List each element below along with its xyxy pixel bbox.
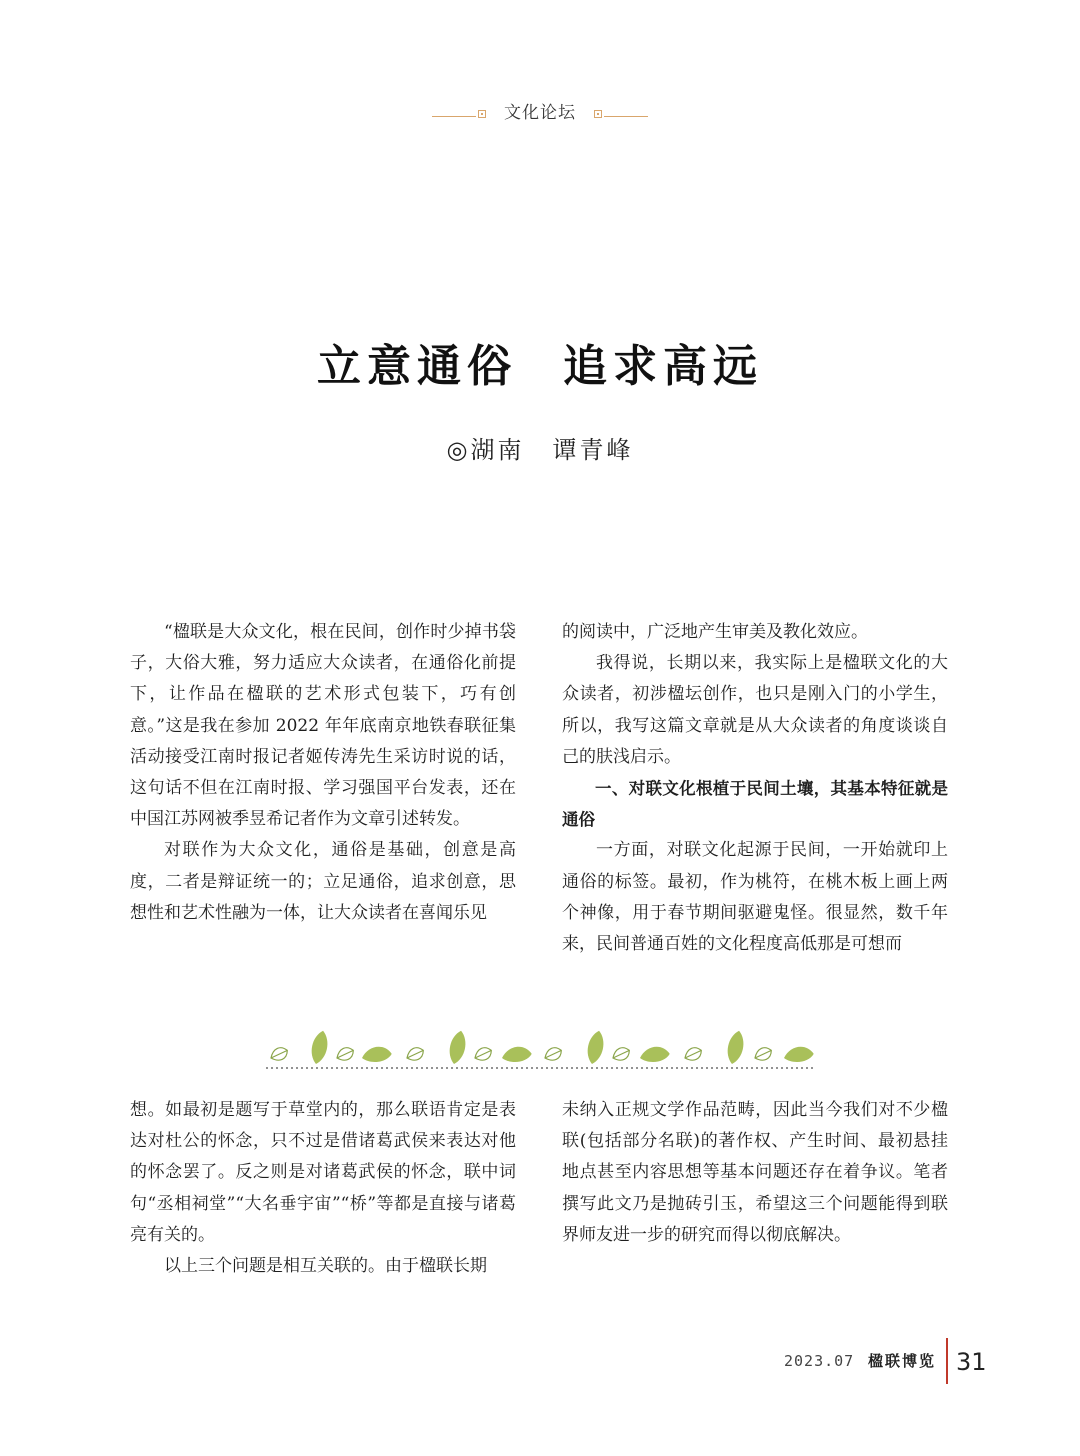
section-header — [432, 98, 648, 124]
footer-divider-bar — [946, 1338, 948, 1384]
leaf-icon — [334, 1045, 355, 1063]
column-lower-left — [130, 1095, 516, 1282]
article-title — [0, 330, 1080, 394]
leaf-icon — [682, 1045, 703, 1063]
author-line — [0, 430, 1080, 465]
leaf-icon — [404, 1045, 425, 1063]
title-part-1: 立意通俗 — [317, 341, 517, 392]
paragraph-continued: 未纳入正规文学作品范畴，因此当今我们对不少楹联(包括部分名联)的著作权、产生时间、最初悬挂地点甚至内容思想等基本问题还存在着争议。笔者撰写此文乃是抛砖引玉，希望这三个问题能得到联界师友进一步的研究而得以彻底解决。 — [562, 1100, 948, 1245]
leaf-divider — [258, 1024, 818, 1074]
column-upper-right — [562, 617, 948, 960]
paragraph: 对联作为大众文化，通俗是基础，创意是高度，二者是辩证统一的；立足通俗，追求创意，思想性和艺术性融为一体，让大众读者在喜闻乐见 — [130, 840, 516, 923]
leaf-icon — [585, 1029, 607, 1065]
author-region: ◎湖南 — [446, 436, 525, 464]
leaf-icon — [542, 1045, 563, 1063]
header-rule-right — [604, 116, 648, 117]
leaf-icon — [501, 1045, 533, 1064]
paragraph: 以上三个问题是相互关联的。由于楹联长期 — [164, 1256, 487, 1277]
paragraph: 我得说，长期以来，我实际上是楹联文化的大众读者，初涉楹坛创作，也只是刚入门的小学生，所以，我写这篇文章就是从大众读者的角度谈谈自己的肤浅启示。 — [562, 653, 948, 767]
title-part-2: 追求高远 — [563, 341, 763, 392]
page-footer — [760, 1346, 1000, 1386]
magazine-name: 楹联博览 — [868, 1352, 937, 1370]
page-number: 31 — [956, 1348, 987, 1376]
leaf-icon — [472, 1045, 493, 1063]
paragraph-continued: 想。如最初是题写于草堂内的，那么联语肯定是表达对杜公的怀念，只不过是借诸葛武侯来表达对他的怀念罢了。反之则是对诸葛武侯的怀念，联中词句“丞相祠堂”“大名垂宇宙”“桥”等都是直接与诸葛亮有关的。 — [130, 1100, 516, 1245]
column-upper-left — [130, 617, 516, 929]
leaf-icon — [783, 1045, 815, 1064]
author-name: 谭青峰 — [552, 436, 634, 464]
section-label: 文化论坛 — [504, 103, 576, 123]
leaf-icon — [361, 1045, 393, 1064]
paragraph: “楹联是大众文化，根在民间，创作时少掉书袋子，大俗大雅，努力适应大众读者，在通俗化前提下，让作品在楹联的艺术形式包装下，巧有创意。”这是我在参加 2022 年年底南京地铁春联征集活动接受江南时报记者姬传涛先生采访时说的话，这句话不但在江南时报、学习强国平台发表，还在中国江苏网被季昱希记者作为文章引述转发。 — [130, 622, 516, 830]
leaf-icon — [268, 1045, 289, 1063]
leaf-icon — [752, 1045, 773, 1063]
leaf-icon — [639, 1045, 671, 1064]
paragraph: 一方面，对联文化起源于民间，一开始就印上通俗的标签。最初，作为桃符，在桃木板上画上两个神像，用于春节期间驱避鬼怪。很显然，数千年来，民间普通百姓的文化程度高低那是可想而 — [562, 840, 948, 955]
leaf-icon — [309, 1029, 331, 1065]
header-ornament-right-icon — [594, 110, 602, 118]
issue-date: 2023.07 — [784, 1352, 855, 1370]
leaf-icon — [610, 1045, 631, 1063]
column-lower-right — [562, 1095, 948, 1251]
section-heading: 一、对联文化根植于民间土壤，其基本特征就是通俗 — [562, 779, 948, 830]
leaf-icon — [725, 1029, 747, 1065]
leaf-row — [268, 1029, 814, 1065]
paragraph-continued: 的阅读中，广泛地产生审美及教化效应。 — [562, 622, 868, 642]
leaf-icon — [447, 1029, 469, 1065]
